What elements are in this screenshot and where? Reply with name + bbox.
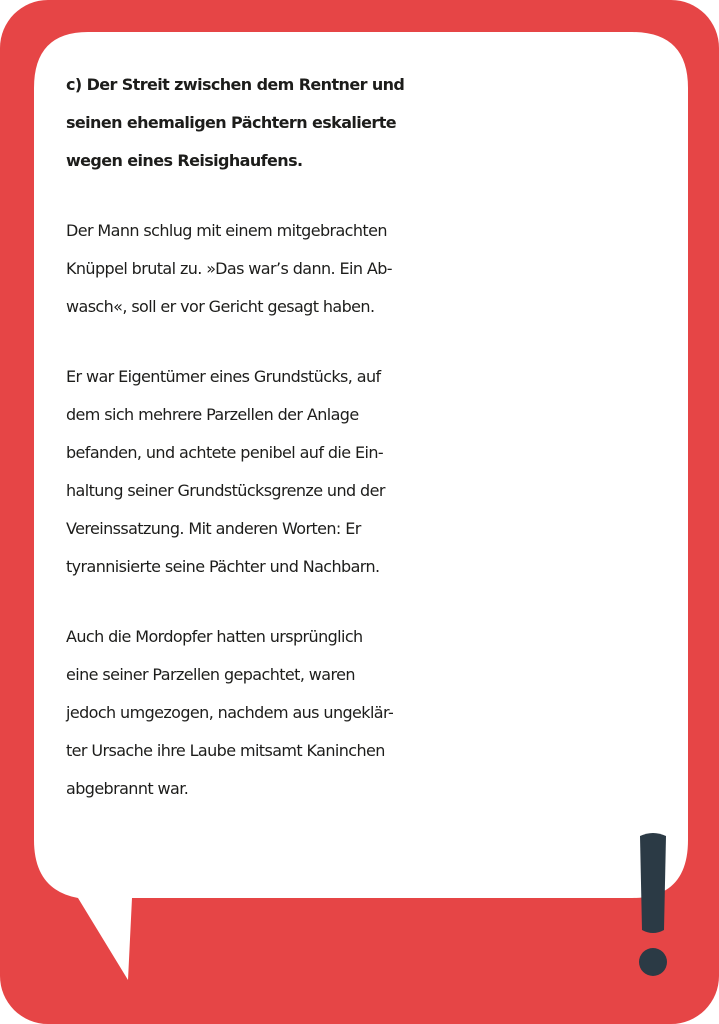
heading-line: c) Der Streit zwischen dem Rentner und: [66, 75, 405, 94]
paragraph-line: ter Ursache ihre Laube mitsamt Kaninchen: [66, 741, 385, 760]
heading-line: wegen eines Reisighaufens.: [66, 151, 303, 170]
paragraph-line: haltung seiner Grundstücksgrenze und der: [66, 481, 385, 500]
heading-line: seinen ehemaligen Pächtern eskalierte: [66, 113, 397, 132]
paragraph-line: befanden, und achtete penibel auf die Ein-: [66, 443, 384, 462]
paragraph-1: [66, 212, 666, 326]
paragraph-line: jedoch umgezogen, nachdem aus ungeklär-: [66, 703, 394, 722]
card-text: [66, 66, 666, 840]
paragraph-line: Auch die Mordopfer hatten ursprünglich: [66, 627, 363, 646]
paragraph-2: [66, 358, 666, 586]
question-heading: [66, 66, 666, 180]
paragraph-line: eine seiner Parzellen gepachtet, waren: [66, 665, 355, 684]
paragraph-line: tyrannisierte seine Pächter und Nachbarn.: [66, 557, 380, 576]
paragraph-line: Vereinssatzung. Mit anderen Worten: Er: [66, 519, 361, 538]
paragraph-3: [66, 618, 666, 808]
paragraph-line: wasch«, soll er vor Gericht gesagt haben.: [66, 297, 375, 316]
paragraph-line: abgebrannt war.: [66, 779, 189, 798]
paragraph-line: Er war Eigentümer eines Grundstücks, auf: [66, 367, 381, 386]
paragraph-line: Knüppel brutal zu. »Das war’s dann. Ein Ab-: [66, 259, 392, 278]
paragraph-line: Der Mann schlug mit einem mitgebrachten: [66, 221, 387, 240]
paragraph-line: dem sich mehrere Parzellen der Anlage: [66, 405, 359, 424]
